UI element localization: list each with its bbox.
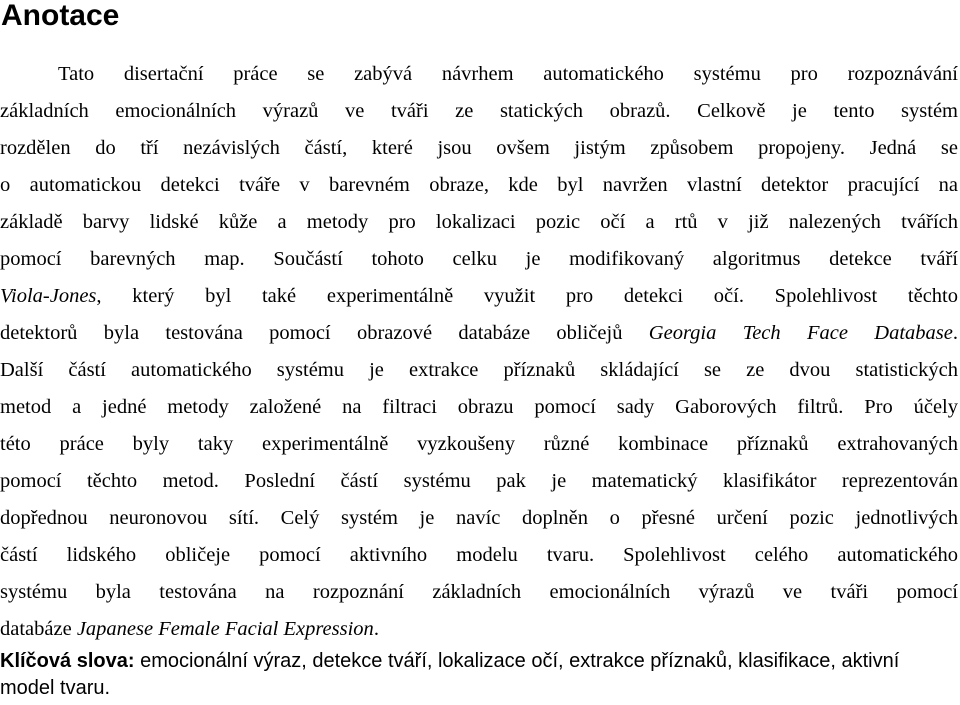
abstract-line: pomocí barevných map. Součástí tohoto celku je modifikovaný algoritmus detekce tváří [0, 248, 958, 270]
abstract-line: rozdělen do tří nezávislých částí, které jsou ovšem jistým způsobem propojeny. Jedná se [0, 137, 958, 159]
abstract-line: základě barvy lidské kůže a metody pro lokalizaci pozic očí a rtů v již nalezených tvářích [0, 211, 958, 233]
abstract-line: databáze Japanese Female Facial Expression. [0, 618, 379, 640]
keywords-paragraph [0, 648, 956, 702]
abstract-line: detektorů byla testována pomocí obrazové databáze obličejů Georgia Tech Face Database. [0, 322, 958, 344]
keywords-text: emocionální výraz, detekce tváří, lokalizace očí, extrakce příznaků, klasifikace, aktivní model tvaru. [0, 650, 900, 699]
jaffe-database-term: Japanese Female Facial Expression [76, 618, 374, 640]
abstract-line: systému byla testována na rozpoznání základních emocionálních výrazů ve tváři pomocí [0, 581, 958, 603]
abstract-line: částí lidského obličeje pomocí aktivního modelu tvaru. Spolehlivost celého automatického [0, 544, 958, 566]
page-title: Anotace [1, 0, 120, 32]
keywords-label: Klíčová slova: [0, 650, 135, 672]
viola-jones-term: Viola-Jones [0, 285, 97, 307]
abstract-line: dopřednou neuronovou sítí. Celý systém je navíc doplněn o přesné určení pozic jednotlivých [0, 507, 958, 529]
abstract-line: této práce byly taky experimentálně vyzkoušeny různé kombinace příznaků extrahovaných [0, 433, 958, 455]
abstract-line: základních emocionálních výrazů ve tváři ze statických obrazů. Celkově je tento systém [0, 100, 958, 122]
abstract-line: metod a jedné metody založené na filtraci obrazu pomocí sady Gaborových filtrů. Pro účely [0, 396, 958, 418]
abstract-line: pomocí těchto metod. Poslední částí systému pak je matematický klasifikátor reprezentován [0, 470, 958, 492]
abstract-paragraph [0, 56, 958, 648]
abstract-line: Tato disertační práce se zabývá návrhem automatického systému pro rozpoznávání [58, 63, 958, 85]
abstract-line: Další částí automatického systému je extrakce příznaků skládající se ze dvou statistických [0, 359, 958, 381]
georgia-tech-database-term: Georgia Tech Face Database [648, 322, 953, 344]
abstract-line: o automatickou detekci tváře v barevném obraze, kde byl navržen vlastní detektor pracující na [0, 174, 958, 196]
abstract-line: Viola-Jones, který byl také experimentálně využit pro detekci očí. Spolehlivost těchto [0, 285, 958, 307]
